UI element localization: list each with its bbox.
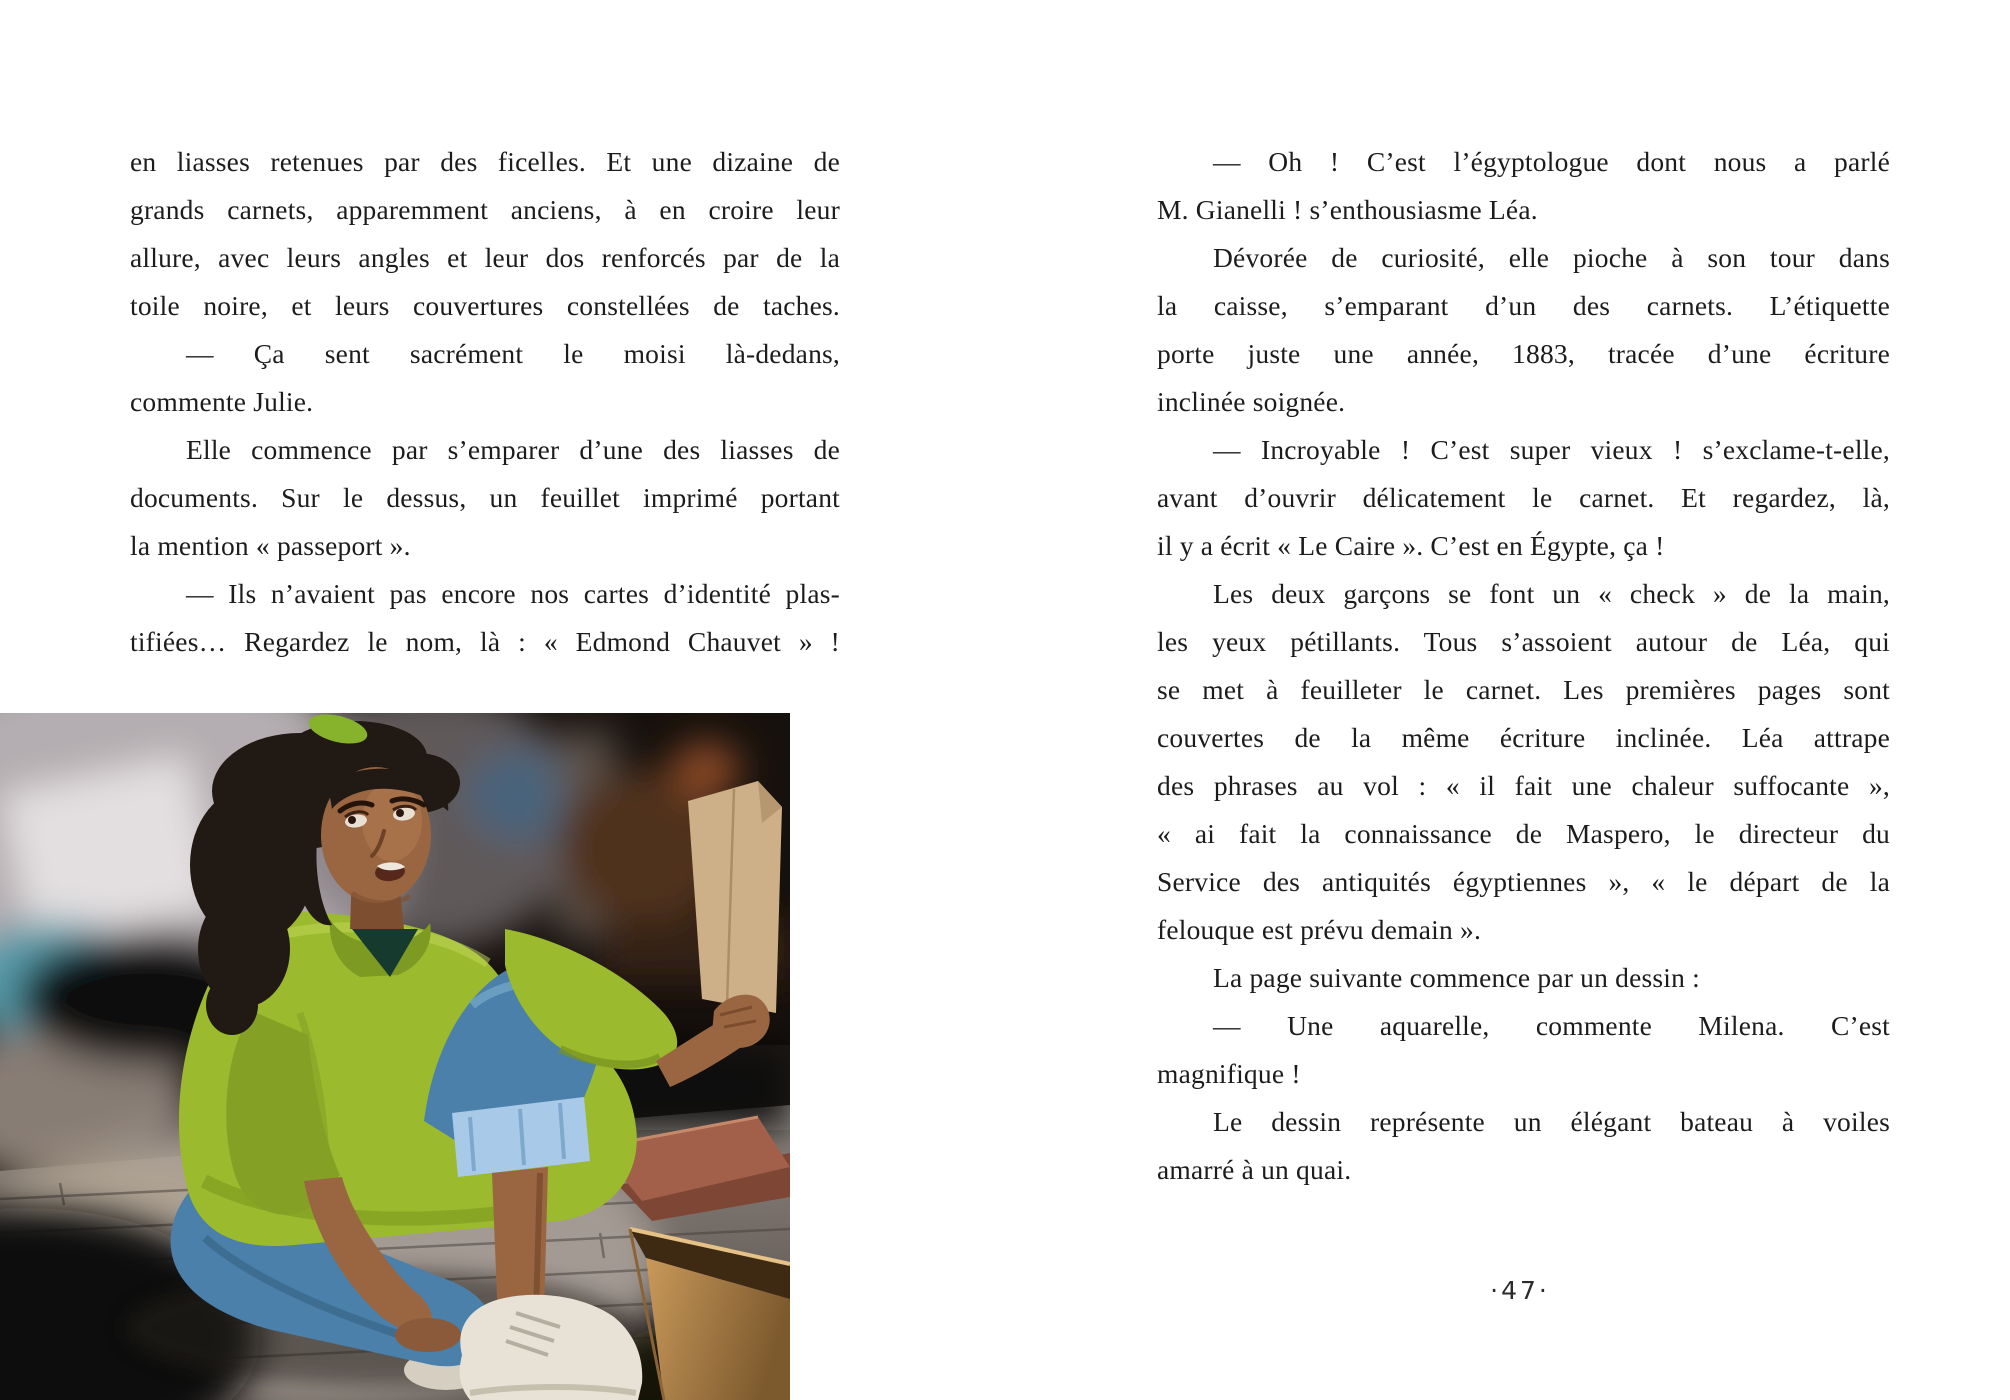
text-line: allure, avec leurs angles et leur dos renforcés par de la <box>130 242 840 273</box>
text-line: Elle commence par s’emparer d’une des liasses de <box>186 434 840 465</box>
text-line: toile noire, et leurs couvertures constellées de taches. <box>130 290 840 321</box>
text-line: Service des antiquités égyptiennes », « le départ de la <box>1157 866 1890 897</box>
text-line: felouque est prévu demain ». <box>1157 914 1482 945</box>
illustration-canvas <box>0 713 790 1400</box>
right-hand <box>395 1318 461 1352</box>
text-line: inclinée soignée. <box>1157 386 1346 417</box>
text-line: documents. Sur le dessus, un feuillet imprimé portant <box>130 482 840 513</box>
text-line: des phrases au vol : « il fait une chaleur suffocante », <box>1157 770 1890 801</box>
text-line: se met à feuilleter le carnet. Les premières pages sont <box>1157 674 1890 705</box>
text-line: La page suivante commence par un dessin : <box>1213 962 1700 993</box>
text-line: — Ils n’avaient pas encore nos cartes d’identité plas- <box>186 578 840 609</box>
text-line: la mention « passeport ». <box>130 530 411 561</box>
text-line: grands carnets, apparemment anciens, à en croire leur <box>130 194 840 225</box>
text-line: Dévorée de curiosité, elle pioche à son tour dans <box>1213 242 1890 273</box>
page-number: ·47· <box>1490 1276 1550 1305</box>
text-line: magnifique ! <box>1157 1058 1301 1089</box>
text-line: — Ça sent sacrément le moisi là-dedans, <box>186 338 840 369</box>
text-line: M. Gianelli ! s’enthousiasme Léa. <box>1157 194 1538 225</box>
text-line: couvertes de la même écriture inclinée. Léa attrape <box>1157 722 1890 753</box>
story-illustration <box>0 713 790 1400</box>
text-line: amarré à un quai. <box>1157 1154 1352 1185</box>
text-line: les yeux pétillants. Tous s’assoient autour de Léa, qui <box>1157 626 1890 657</box>
right-page-text <box>1157 138 1890 1194</box>
text-line: Le dessin représente un élégant bateau à voiles <box>1213 1106 1890 1137</box>
text-line: « ai fait la connaissance de Maspero, le directeur du <box>1157 818 1890 849</box>
text-line: tifiées… Regardez le nom, là : « Edmond Chauvet » ! <box>130 626 840 657</box>
text-line: — Oh ! C’est l’égyptologue dont nous a parlé <box>1213 146 1890 177</box>
left-page-text <box>130 138 840 666</box>
text-line: — Incroyable ! C’est super vieux ! s’exclame-t-elle, <box>1213 434 1890 465</box>
text-line: il y a écrit « Le Caire ». C’est en Égypte, ça ! <box>1157 530 1665 561</box>
text-line: en liasses retenues par des ficelles. Et une dizaine de <box>130 146 840 177</box>
text-line: la caisse, s’emparant d’un des carnets. L’étiquette <box>1157 290 1890 321</box>
text-line: commente Julie. <box>130 386 314 417</box>
text-line: Les deux garçons se font un « check » de la main, <box>1213 578 1890 609</box>
text-line: porte juste une année, 1883, tracée d’une écriture <box>1157 338 1890 369</box>
text-line: avant d’ouvrir délicatement le carnet. Et regardez, là, <box>1157 482 1890 513</box>
text-line: — Une aquarelle, commente Milena. C’est <box>1213 1010 1890 1041</box>
